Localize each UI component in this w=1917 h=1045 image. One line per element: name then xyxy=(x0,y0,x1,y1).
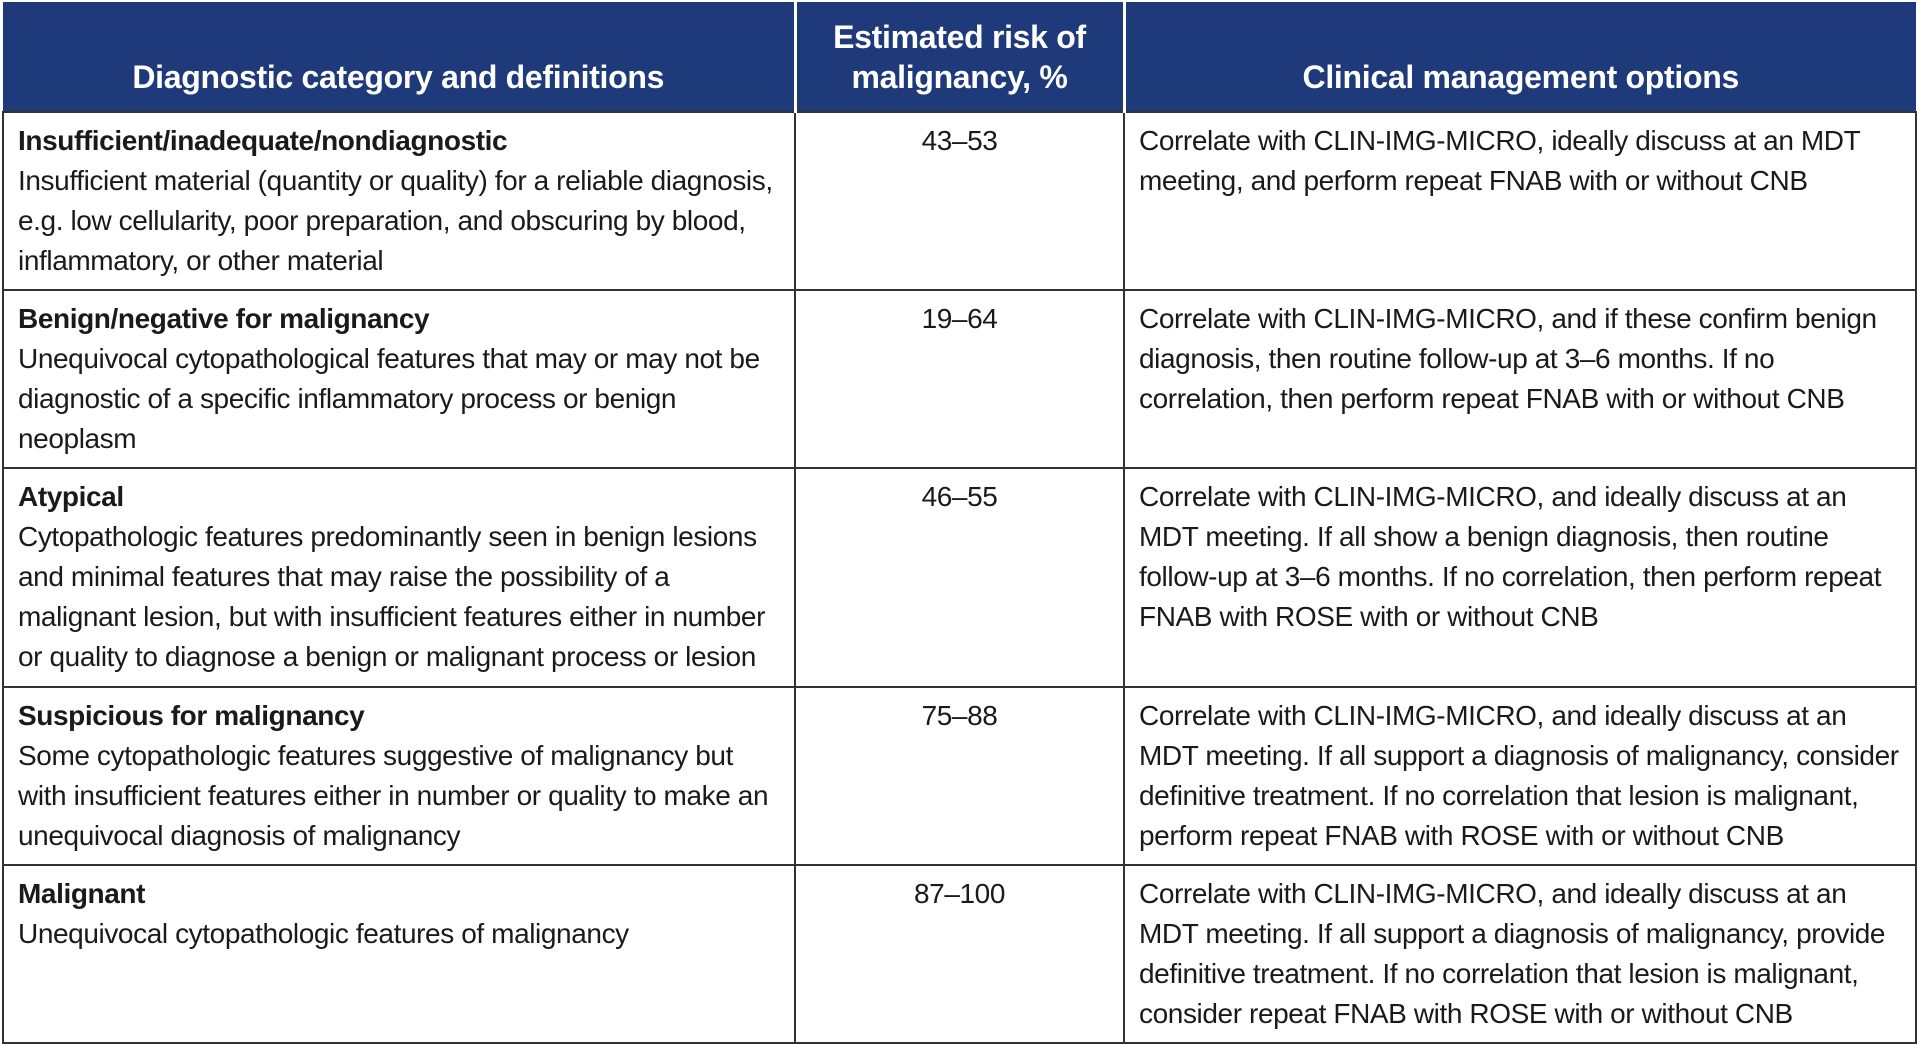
table-row xyxy=(3,112,1916,290)
header-estimated-risk xyxy=(795,2,1124,112)
header-estimated-risk-line1: Estimated risk of xyxy=(833,19,1086,55)
table-row xyxy=(3,865,1916,1043)
category-cell xyxy=(3,112,795,290)
category-definition: Unequivocal cytopathologic features of malignancy xyxy=(18,918,629,949)
table-row xyxy=(3,290,1916,468)
header-diagnostic-category-label: Diagnostic category and definitions xyxy=(132,59,665,95)
management-cell: Correlate with CLIN-IMG-MICRO, and ideally discuss at an MDT meeting. If all support a diagnosis of malignancy, consider definitive treatment. If no correlation that lesion is malignant, perform repeat FNAB with ROSE with or without CNB xyxy=(1124,687,1916,865)
risk-cell: 46–55 xyxy=(795,468,1124,687)
category-cell xyxy=(3,865,795,1043)
table-header xyxy=(3,2,1916,112)
category-cell xyxy=(3,468,795,687)
category-title: Benign/negative for malignancy xyxy=(18,303,430,334)
risk-cell: 75–88 xyxy=(795,687,1124,865)
category-title: Malignant xyxy=(18,878,146,909)
header-diagnostic-category xyxy=(3,2,795,112)
table-row xyxy=(3,468,1916,687)
table-row xyxy=(3,687,1916,865)
management-cell: Correlate with CLIN-IMG-MICRO, and ideally discuss at an MDT meeting. If all show a benign diagnosis, then routine follow-up at 3–6 months. If no correlation, then perform repeat FNAB with ROSE with or without CNB xyxy=(1124,468,1916,687)
header-row xyxy=(3,2,1916,112)
risk-cell: 43–53 xyxy=(795,112,1124,290)
table-body xyxy=(3,112,1916,1043)
category-title: Suspicious for malignancy xyxy=(18,700,365,731)
header-clinical-management-label: Clinical management options xyxy=(1302,59,1739,95)
header-clinical-management xyxy=(1124,2,1916,112)
category-title: Atypical xyxy=(18,481,124,512)
category-definition: Cytopathologic features predominantly seen in benign lesions and minimal features that may raise the possibility of a malignant lesion, but with insufficient features either in number or quality to diagnose a benign or malignant process or lesion xyxy=(18,521,766,672)
risk-cell: 87–100 xyxy=(795,865,1124,1043)
management-cell: Correlate with CLIN-IMG-MICRO, and ideally discuss at an MDT meeting. If all support a diagnosis of malignancy, provide definitive treatment. If no correlation that lesion is malignant, consider repeat FNAB with ROSE with or without CNB xyxy=(1124,865,1916,1043)
category-cell xyxy=(3,290,795,468)
category-title: Insufficient/inadequate/nondiagnostic xyxy=(18,125,508,156)
malignancy-risk-table xyxy=(2,2,1917,1044)
category-definition: Unequivocal cytopathological features that may or may not be diagnostic of a specific inflammatory process or benign neoplasm xyxy=(18,343,760,454)
header-estimated-risk-line2: malignancy, % xyxy=(851,59,1068,95)
category-definition: Some cytopathologic features suggestive of malignancy but with insufficient features either in number or quality to make an unequivocal diagnosis of malignancy xyxy=(18,740,769,851)
category-definition: Insufficient material (quantity or quality) for a reliable diagnosis, e.g. low cellularity, poor preparation, and obscuring by blood, inflammatory, or other material xyxy=(18,165,773,276)
management-cell: Correlate with CLIN-IMG-MICRO, and if these confirm benign diagnosis, then routine follow-up at 3–6 months. If no correlation, then perform repeat FNAB with or without CNB xyxy=(1124,290,1916,468)
management-cell: Correlate with CLIN-IMG-MICRO, ideally discuss at an MDT meeting, and perform repeat FNAB with or without CNB xyxy=(1124,112,1916,290)
category-cell xyxy=(3,687,795,865)
risk-cell: 19–64 xyxy=(795,290,1124,468)
